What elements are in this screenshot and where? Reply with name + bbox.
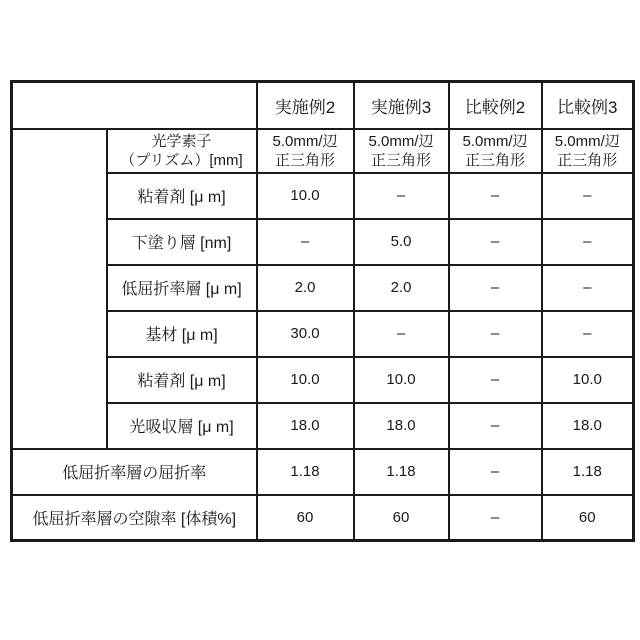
column-header-label: 実施例2 bbox=[274, 97, 336, 117]
cell-value: 30.0 bbox=[257, 311, 354, 357]
cell-value: – bbox=[542, 265, 634, 311]
corner-cell bbox=[12, 82, 257, 129]
cell-value: – bbox=[257, 219, 354, 265]
row-label: 粘着剤 [μ m] bbox=[107, 357, 257, 403]
column-header-comparative3 bbox=[542, 82, 634, 129]
cell-value: 2.0 bbox=[354, 265, 449, 311]
cell-value: 10.0 bbox=[257, 357, 354, 403]
row-label: 基材 [μ m] bbox=[107, 311, 257, 357]
cell-value bbox=[449, 129, 542, 173]
row-label-prism bbox=[107, 129, 257, 173]
column-header-label: 実施例3 bbox=[370, 97, 432, 117]
cell-value: 60 bbox=[354, 495, 449, 541]
cell-value bbox=[542, 129, 634, 173]
column-header-example2 bbox=[257, 82, 354, 129]
cell-value: – bbox=[449, 311, 542, 357]
cell-value: – bbox=[354, 311, 449, 357]
column-header-example3 bbox=[354, 82, 449, 129]
cell-value: 60 bbox=[257, 495, 354, 541]
cell-value: 10.0 bbox=[542, 357, 634, 403]
cell-value-line2: 正三角形 bbox=[274, 151, 335, 169]
cell-value: – bbox=[449, 495, 542, 541]
cell-value: 18.0 bbox=[354, 403, 449, 449]
cell-value: – bbox=[449, 219, 542, 265]
row-label: 低屈折率層の空隙率 [体積%] bbox=[12, 495, 257, 541]
cell-value: 18.0 bbox=[257, 403, 354, 449]
cell-value: 1.18 bbox=[257, 449, 354, 495]
row-label: 下塗り層 [nm] bbox=[107, 219, 257, 265]
cell-value: 5.0 bbox=[354, 219, 449, 265]
header-row bbox=[12, 82, 634, 129]
cell-value bbox=[354, 129, 449, 173]
row-label: 光吸収層 [μ m] bbox=[107, 403, 257, 449]
cell-value: 18.0 bbox=[542, 403, 634, 449]
cell-value: 10.0 bbox=[354, 357, 449, 403]
cell-value: – bbox=[449, 403, 542, 449]
table-row-refractive-index bbox=[12, 449, 634, 495]
row-label: 粘着剤 [μ m] bbox=[107, 173, 257, 219]
cell-value-line2: 正三角形 bbox=[464, 151, 525, 169]
cell-value: 1.18 bbox=[542, 449, 634, 495]
cell-value-line1: 5.0mm/辺 bbox=[272, 132, 338, 150]
cell-value-line2: 正三角形 bbox=[370, 151, 431, 169]
cell-value: – bbox=[354, 173, 449, 219]
cell-value: – bbox=[449, 265, 542, 311]
cell-value-line2: 正三角形 bbox=[557, 151, 618, 169]
cell-value-line1: 5.0mm/辺 bbox=[462, 132, 528, 150]
column-header-label: 比較例3 bbox=[557, 97, 618, 117]
cell-value: 2.0 bbox=[257, 265, 354, 311]
cell-value-line1: 5.0mm/辺 bbox=[554, 132, 620, 150]
cell-value: 10.0 bbox=[257, 173, 354, 219]
row-label-line2: （プリズム）[mm] bbox=[120, 151, 243, 169]
table-row-porosity bbox=[12, 495, 634, 541]
row-label: 低屈折率層 [μ m] bbox=[107, 265, 257, 311]
specification-table bbox=[10, 80, 635, 542]
cell-value: 60 bbox=[542, 495, 634, 541]
cell-value-line1: 5.0mm/辺 bbox=[368, 132, 434, 150]
empty-group-cell bbox=[12, 129, 107, 449]
row-label-line1: 光学素子 bbox=[151, 132, 212, 150]
column-header-label: 比較例2 bbox=[464, 97, 526, 117]
table-row-prism bbox=[12, 129, 634, 173]
cell-value: – bbox=[542, 173, 634, 219]
column-header-comparative2 bbox=[449, 82, 542, 129]
cell-value: – bbox=[449, 449, 542, 495]
cell-value: – bbox=[449, 173, 542, 219]
cell-value: 1.18 bbox=[354, 449, 449, 495]
cell-value: – bbox=[542, 311, 634, 357]
row-label: 低屈折率層の屈折率 bbox=[12, 449, 257, 495]
cell-value: – bbox=[542, 219, 634, 265]
cell-value bbox=[257, 129, 354, 173]
cell-value: – bbox=[449, 357, 542, 403]
